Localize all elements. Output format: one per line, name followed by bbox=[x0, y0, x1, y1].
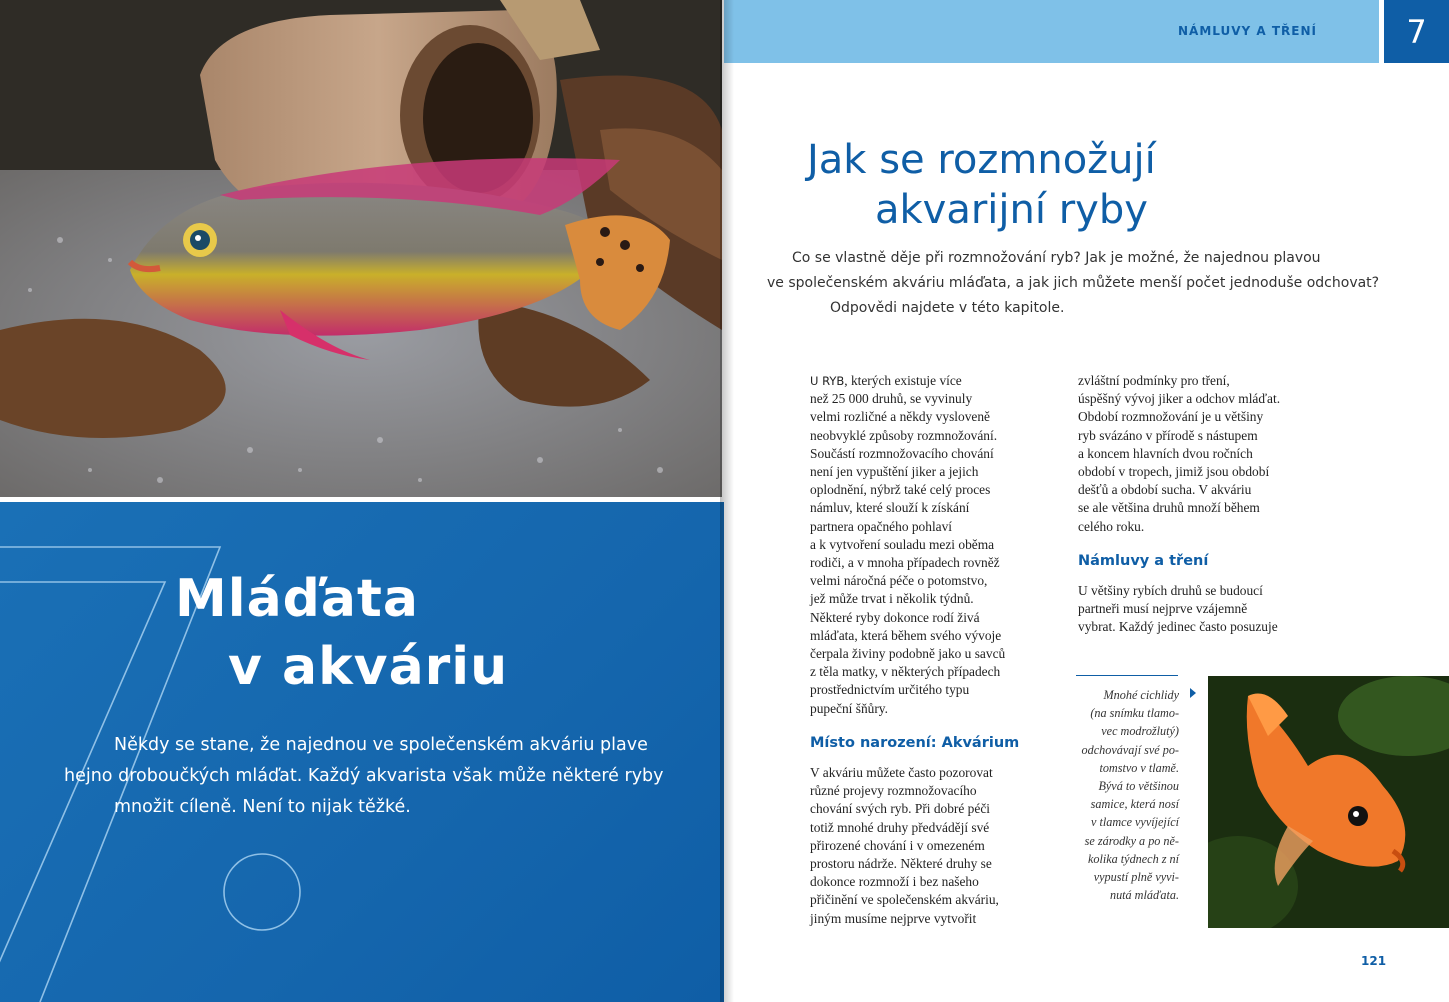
book-gutter-shadow bbox=[720, 0, 734, 1002]
body-text-line bbox=[810, 372, 1040, 390]
body-text-line: námluv, které slouží k získání bbox=[810, 500, 970, 516]
caption-rule-divider bbox=[1076, 675, 1178, 676]
subheading-birthplace-aquarium: Místo narození: Akvárium bbox=[810, 734, 1020, 751]
caption-line: vypustí plně vyvi- bbox=[1093, 870, 1179, 885]
caption-pointer-arrow-icon bbox=[1190, 688, 1196, 698]
body-text-line: a k vytvoření souladu mezi oběma bbox=[810, 536, 995, 552]
right-page bbox=[724, 0, 1449, 1002]
body-text-line: prostřednictvím určitého typu bbox=[810, 682, 970, 698]
body-text-line: se ale většina druhů množí během bbox=[1078, 500, 1260, 516]
caption-line: tomstvo v tlamě. bbox=[1099, 760, 1179, 775]
body-text-line: zvláštní podmínky pro tření, bbox=[1078, 373, 1230, 388]
body-text-line: jiným musíme nejprve vytvořit bbox=[810, 910, 977, 926]
body-text-line: není jen vypuštění jiker a jejich bbox=[810, 464, 979, 480]
lead-line-3: Odpovědi najdete v této kapitole. bbox=[830, 300, 1065, 316]
caption-line: se zárodky a po ně- bbox=[1084, 833, 1179, 848]
body-text-line: Některé ryby dokonce rodí živá bbox=[810, 609, 980, 625]
body-text-line: partneři musí nejprve vzájemně bbox=[1078, 601, 1248, 617]
body-text-line: vybrat. Každý jedinec často posuzuje bbox=[1078, 619, 1278, 635]
caption-line: v tlamce vyvíjející bbox=[1091, 815, 1179, 830]
chapter-title-line-1: Mláďata bbox=[175, 569, 419, 629]
chapter-intro-line-3: množit cíleně. Není to nijak těžké. bbox=[114, 797, 411, 817]
fish-photo-illustration bbox=[0, 0, 722, 497]
body-text-line: rodiči, a v mnoha případech rovněž bbox=[810, 555, 1000, 571]
running-header-bar bbox=[724, 0, 1379, 63]
text-column-right bbox=[1078, 372, 1318, 637]
body-text-line: ryb svázáno v přírodě s nástupem bbox=[1078, 427, 1258, 443]
body-text-line: velmi náročná péče o potomstvo, bbox=[810, 573, 988, 589]
chapter-title-line-2: v akváriu bbox=[228, 637, 509, 697]
page-heading bbox=[724, 135, 1449, 235]
caption-line: odchovávají své po- bbox=[1081, 742, 1179, 757]
chapter-intro-line-1: Někdy se stane, že najednou ve společenském akváriu plave bbox=[114, 735, 648, 755]
body-text-line: chování svých ryb. Při dobré péči bbox=[810, 801, 990, 817]
page-number: 121 bbox=[1361, 954, 1387, 968]
fish-photo bbox=[0, 0, 722, 497]
chapter-title bbox=[0, 565, 724, 701]
caption-line: vec modrožlutý) bbox=[1101, 724, 1179, 739]
body-text-line: čerpala živiny podobně jako u savců bbox=[810, 646, 1006, 662]
body-text-line: totiž mnohé druhy předvádějí své bbox=[810, 819, 990, 835]
running-header-label: NÁMLUVY A TŘENÍ bbox=[1178, 24, 1317, 38]
photo-caption bbox=[1054, 686, 1179, 904]
page-heading-line-1: Jak se rozmnožují bbox=[807, 137, 1156, 183]
body-text-line: partnera opačného pohlaví bbox=[810, 518, 953, 534]
lead-line-2: ve společenském akváriu mláďata, a jak jich můžete menší počet jednoduše odchovat? bbox=[767, 275, 1380, 291]
body-text-line: celého roku. bbox=[1078, 518, 1145, 534]
body-text-line: neobvyklé způsoby rozmnožování. bbox=[810, 427, 998, 443]
body-text-line: a koncem hlavních dvou ročních bbox=[1078, 445, 1253, 461]
body-text-line: jež může trvat i několik týdnů. bbox=[810, 591, 974, 607]
caption-line: Bývá to většinou bbox=[1098, 779, 1179, 794]
body-text-line: přirozené chování i v omezeném bbox=[810, 837, 985, 853]
body-text-line: dešťů a období sucha. V akváriu bbox=[1078, 482, 1252, 498]
body-text-line: dokonce rozmnoží i bez našeho bbox=[810, 874, 979, 890]
body-text-line: než 25 000 druhů, se vyvinuly bbox=[810, 391, 973, 407]
caption-line: kolika týdnech z ní bbox=[1087, 851, 1179, 866]
body-text-line: různé projevy rozmnožovacího bbox=[810, 783, 977, 799]
body-text-line: U většiny rybích druhů se budoucí bbox=[1078, 583, 1263, 599]
caption-line: nutá mláďata. bbox=[1109, 888, 1179, 903]
lead-line-1: Co se vlastně děje při rozmnožování ryb? Jak je možné, že najednou plavou bbox=[792, 250, 1321, 266]
caption-line: samice, která nosí bbox=[1090, 797, 1179, 812]
orange-cichlid-illustration bbox=[1208, 676, 1449, 928]
body-text-line: pupeční šňůry. bbox=[810, 700, 888, 716]
body-text-line: V akváriu můžete často pozorovat bbox=[810, 765, 993, 781]
left-page bbox=[0, 0, 724, 1002]
body-text-line: úspěšný vývoj jiker a odchov mláďat. bbox=[1078, 391, 1281, 407]
body-text-line: z těla matky, v některých případech bbox=[810, 664, 1001, 680]
body-text-line: velmi rozličné a někdy vysloveně bbox=[810, 409, 990, 425]
body-text-line: Součástí rozmnožovacího chování bbox=[810, 445, 994, 461]
chapter-intro bbox=[62, 730, 682, 823]
text-column-left bbox=[810, 372, 1040, 928]
caption-line: Mnohé cichlidy bbox=[1103, 688, 1179, 702]
orange-cichlid-photo bbox=[1208, 676, 1449, 928]
page-heading-line-2: akvarijní ryby bbox=[875, 187, 1148, 233]
body-text-line: Období rozmnožování je u většiny bbox=[1078, 409, 1264, 425]
body-text-line: období v tropech, jimiž jsou období bbox=[1078, 464, 1270, 480]
chapter-number-badge: 7 bbox=[1384, 0, 1449, 63]
body-text-line: přičinění ve společenském akváriu, bbox=[810, 892, 999, 908]
chapter-intro-line-2: hejno droboučkých mláďat. Každý akvarista však může některé ryby bbox=[64, 766, 664, 786]
body-text-line: prostoru nádrže. Některé druhy se bbox=[810, 856, 992, 872]
body-text-line: mláďata, která během svého vývoje bbox=[810, 627, 1002, 643]
body-text-line: oplodnění, nýbrž také celý proces bbox=[810, 482, 991, 498]
lead-paragraph bbox=[724, 246, 1449, 321]
caption-line: (na snímku tlamo- bbox=[1090, 706, 1179, 721]
subheading-courtship-spawning: Námluvy a tření bbox=[1078, 552, 1209, 569]
body-text-fragment: , kterých existuje více bbox=[844, 373, 962, 388]
lead-in-small-caps: U RYB bbox=[810, 374, 845, 388]
